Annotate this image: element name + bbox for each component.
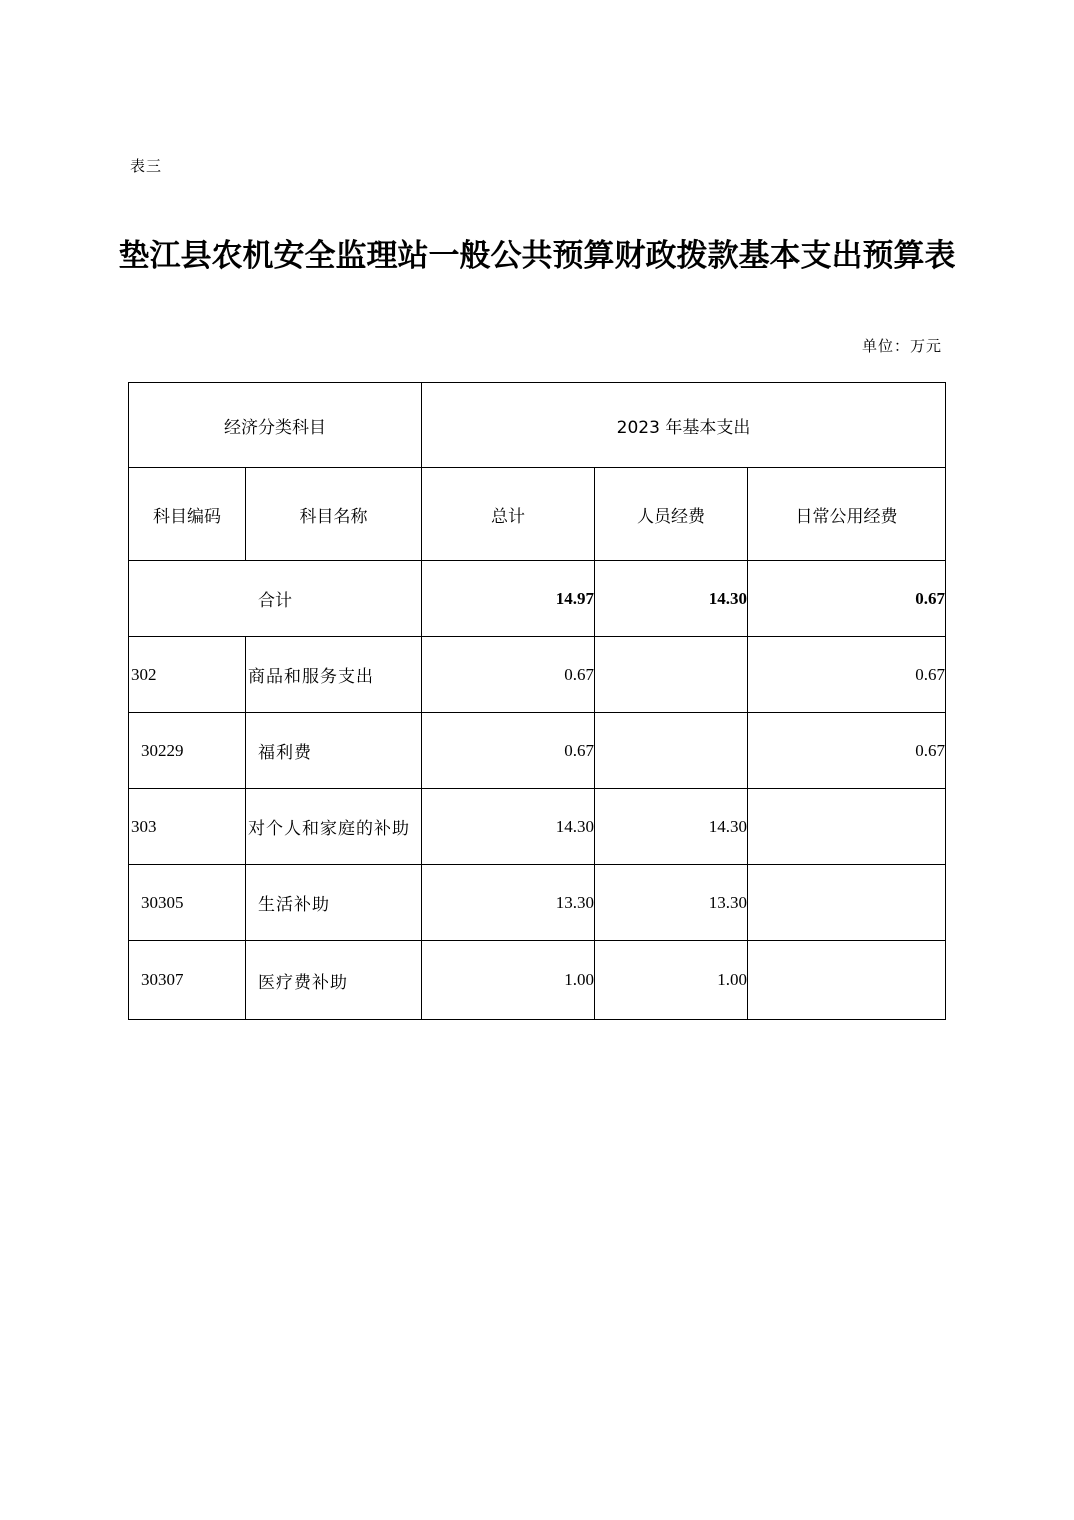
row-public — [748, 941, 946, 1020]
total-total: 14.97 — [422, 561, 595, 637]
row-code: 30229 — [129, 713, 246, 789]
row-personnel: 1.00 — [595, 941, 748, 1020]
row-code: 302 — [129, 637, 246, 713]
row-name: 福利费 — [246, 713, 422, 789]
row-name: 生活补助 — [246, 865, 422, 941]
row-total: 1.00 — [422, 941, 595, 1020]
table-row — [129, 637, 946, 713]
row-code: 30305 — [129, 865, 246, 941]
total-row — [129, 561, 946, 637]
table-row — [129, 789, 946, 865]
total-public: 0.67 — [748, 561, 946, 637]
page-title: 垫江县农机安全监理站一般公共预算财政拨款基本支出预算表 — [118, 238, 956, 274]
table-row — [129, 941, 946, 1020]
header-basic-expenditure: 2023 年基本支出 — [422, 383, 946, 468]
header-total: 总计 — [422, 468, 595, 561]
row-personnel: 13.30 — [595, 865, 748, 941]
column-header-row — [129, 468, 946, 561]
header-economic-class: 经济分类科目 — [129, 383, 422, 468]
header-code: 科目编码 — [129, 468, 246, 561]
row-total: 0.67 — [422, 637, 595, 713]
header-public: 日常公用经费 — [748, 468, 946, 561]
row-personnel — [595, 637, 748, 713]
header-name: 科目名称 — [246, 468, 422, 561]
row-personnel — [595, 713, 748, 789]
header-personnel: 人员经费 — [595, 468, 748, 561]
total-personnel: 14.30 — [595, 561, 748, 637]
row-public — [748, 865, 946, 941]
row-personnel: 14.30 — [595, 789, 748, 865]
row-total: 0.67 — [422, 713, 595, 789]
row-code: 30307 — [129, 941, 246, 1020]
row-public — [748, 789, 946, 865]
group-header-row — [129, 383, 946, 468]
unit-label: 单位：万元 — [861, 337, 942, 355]
budget-table — [128, 382, 946, 1020]
row-name: 商品和服务支出 — [246, 637, 422, 713]
table-row — [129, 865, 946, 941]
total-label: 合计 — [129, 561, 422, 637]
row-name: 对个人和家庭的补助 — [246, 789, 422, 865]
table-row — [129, 713, 946, 789]
row-code: 303 — [129, 789, 246, 865]
row-total: 13.30 — [422, 865, 595, 941]
row-total: 14.30 — [422, 789, 595, 865]
row-name: 医疗费补助 — [246, 941, 422, 1020]
row-public: 0.67 — [748, 637, 946, 713]
table-label: 表三 — [130, 157, 163, 175]
row-public: 0.67 — [748, 713, 946, 789]
